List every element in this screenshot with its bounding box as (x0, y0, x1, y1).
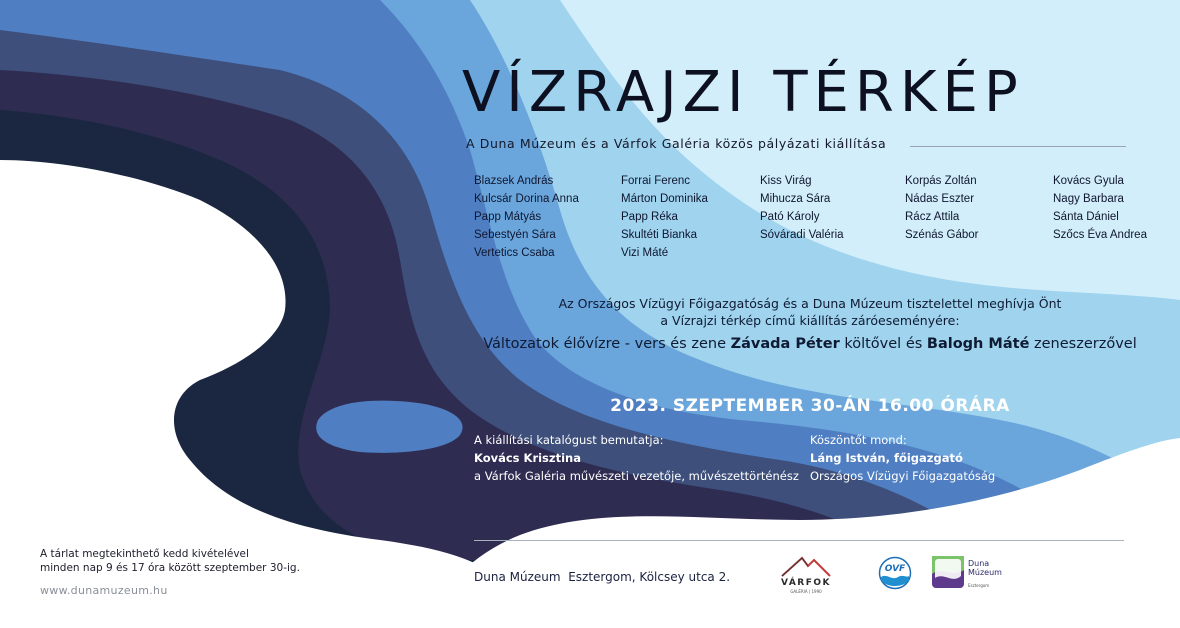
greeting-speaker: Láng István, főigazgató (810, 451, 963, 465)
artist-name: Márton Dominika (621, 193, 708, 205)
ovf-logo[interactable] (878, 556, 912, 590)
artist-name: Kulcsár Dorina Anna (474, 193, 579, 205)
artist-column (760, 172, 905, 262)
hours-line: minden nap 9 és 17 óra között szeptember 30-ig. (40, 561, 300, 574)
artist-column (621, 172, 760, 262)
artist-name: Blazsek András (474, 175, 554, 187)
page-title: VÍZRAJZI TÉRKÉP (462, 60, 1024, 125)
duna-line2: Múzeum (968, 568, 1002, 577)
artist-column (905, 172, 1053, 262)
artist-name: Szénás Gábor (905, 229, 979, 241)
artist-name: Papp Mátyás (474, 211, 542, 223)
event-date: 2023. SZEPTEMBER 30-ÁN 16.00 ÓRÁRA (610, 396, 1010, 416)
event-prefix: Változatok élővízre - vers és zene (483, 336, 726, 352)
artist-name: Szőcs Éva Andrea (1053, 229, 1147, 241)
event-suffix: zeneszerzővel (1034, 336, 1137, 352)
duna-muzeum-logo[interactable] (932, 556, 1002, 592)
duna-line1: Duna (968, 559, 990, 568)
catalogue-label: A kiállítási katalógust bemutatja: (474, 433, 664, 447)
ovf-text: OVF (884, 564, 906, 574)
artist-name: Sóváradi Valéria (760, 229, 844, 241)
venue-name: Duna Múzeum (474, 570, 561, 584)
artist-name: Nádas Eszter (905, 193, 975, 205)
hours-line: A tárlat megtekinthető kedd kivételével (40, 548, 249, 560)
invitation-line: Az Országos Vízügyi Főigazgatóság és a Duna Múzeum tisztelettel meghívja Önt (558, 296, 1062, 311)
title-divider (910, 146, 1126, 147)
artist-list (474, 172, 1163, 262)
varfok-subtitle: GALÉRIA | 1990 (790, 589, 822, 594)
duna-muzeum-icon (932, 556, 964, 588)
greeting-org: Országos Vízügyi Főigazgatóság (810, 469, 996, 483)
artist-column (1053, 172, 1163, 262)
venue-address (474, 570, 730, 584)
event-title (470, 336, 1150, 352)
event-middle: költővel és (844, 336, 923, 352)
artist-name: Kovács Gyula (1053, 175, 1124, 187)
footer-divider (474, 540, 1124, 541)
varfok-logo[interactable] (778, 554, 834, 594)
artist-name: Kiss Virág (760, 175, 812, 187)
artist-name: Sebestyén Sára (474, 229, 556, 241)
artist-column (474, 172, 621, 262)
artist-name: Forrai Ferenc (621, 175, 691, 187)
artist-name: Mihucza Sára (760, 193, 831, 205)
invitation-line: a Vízrajzi térkép című kiállítás záróeseményére: (660, 313, 960, 328)
greeting-info (810, 431, 995, 485)
artist-name: Nagy Barbara (1053, 193, 1124, 205)
opening-hours (40, 548, 300, 575)
artist-name: Skultéti Bianka (621, 229, 698, 241)
event-poet: Závada Péter (730, 336, 840, 352)
catalogue-info (474, 431, 799, 485)
artist-name: Vertetics Csaba (474, 247, 555, 259)
artist-name: Papp Réka (621, 211, 678, 223)
duna-subtitle: Esztergom (968, 583, 990, 588)
website-link[interactable]: www.dunamuzeum.hu (40, 584, 168, 597)
invitation-text (470, 295, 1150, 329)
artist-name: Vizi Máté (621, 247, 669, 259)
event-composer: Balogh Máté (926, 336, 1030, 352)
artist-name: Rácz Attila (905, 211, 960, 223)
catalogue-presenter: Kovács Krisztina (474, 451, 581, 465)
artist-name: Korpás Zoltán (905, 175, 977, 187)
subtitle: A Duna Múzeum és a Várfok Galéria közös pályázati kiállítása (466, 136, 887, 151)
varfok-mountain-icon (778, 554, 834, 578)
greeting-label: Köszöntőt mond: (810, 433, 907, 447)
artist-name: Pató Károly (760, 211, 820, 223)
varfok-name: VÁRFOK (780, 578, 832, 588)
venue-street: Esztergom, Kölcsey utca 2. (568, 570, 731, 584)
wave-puddle (316, 401, 462, 453)
artist-name: Sánta Dániel (1053, 211, 1119, 223)
catalogue-role: a Várfok Galéria művészeti vezetője, művészettörténész (474, 469, 799, 483)
